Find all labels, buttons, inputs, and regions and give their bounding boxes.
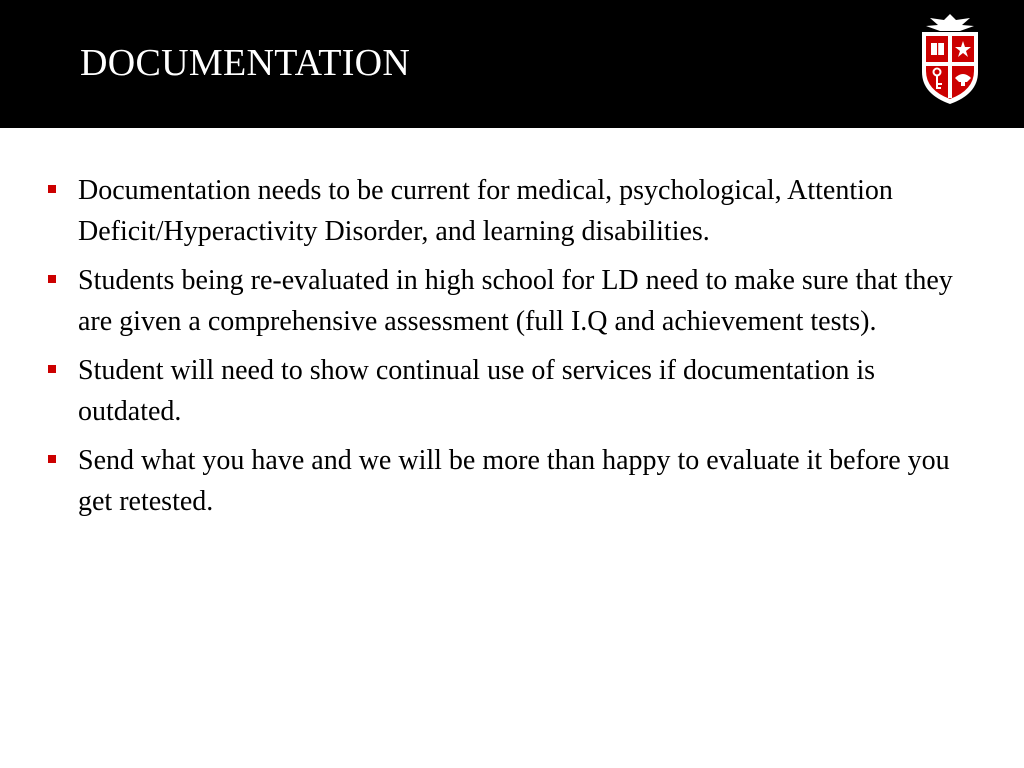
bullet-text: Send what you have and we will be more than happy to evaluate it before you get retested. (78, 445, 950, 517)
square-bullet-icon (48, 185, 56, 193)
bullet-item (44, 260, 984, 342)
bullet-item (44, 440, 984, 522)
bullet-text: Students being re-evaluated in high school for LD need to make sure that they are given a comprehensive assessment (full I.Q and achievement tests). (78, 265, 953, 337)
slide-header (0, 0, 1024, 128)
square-bullet-icon (48, 455, 56, 463)
bullet-text: Documentation needs to be current for medical, psychological, Attention Deficit/Hyperactivity Disorder, and learning disabilities. (78, 175, 893, 247)
bullet-list (44, 170, 984, 530)
bullet-item (44, 170, 984, 252)
square-bullet-icon (48, 275, 56, 283)
university-seal-icon (912, 12, 988, 108)
bullet-text: Student will need to show continual use of services if documentation is outdated. (78, 355, 876, 427)
bullet-item (44, 350, 984, 432)
square-bullet-icon (48, 365, 56, 373)
slide-title: DOCUMENTATION (80, 42, 411, 84)
